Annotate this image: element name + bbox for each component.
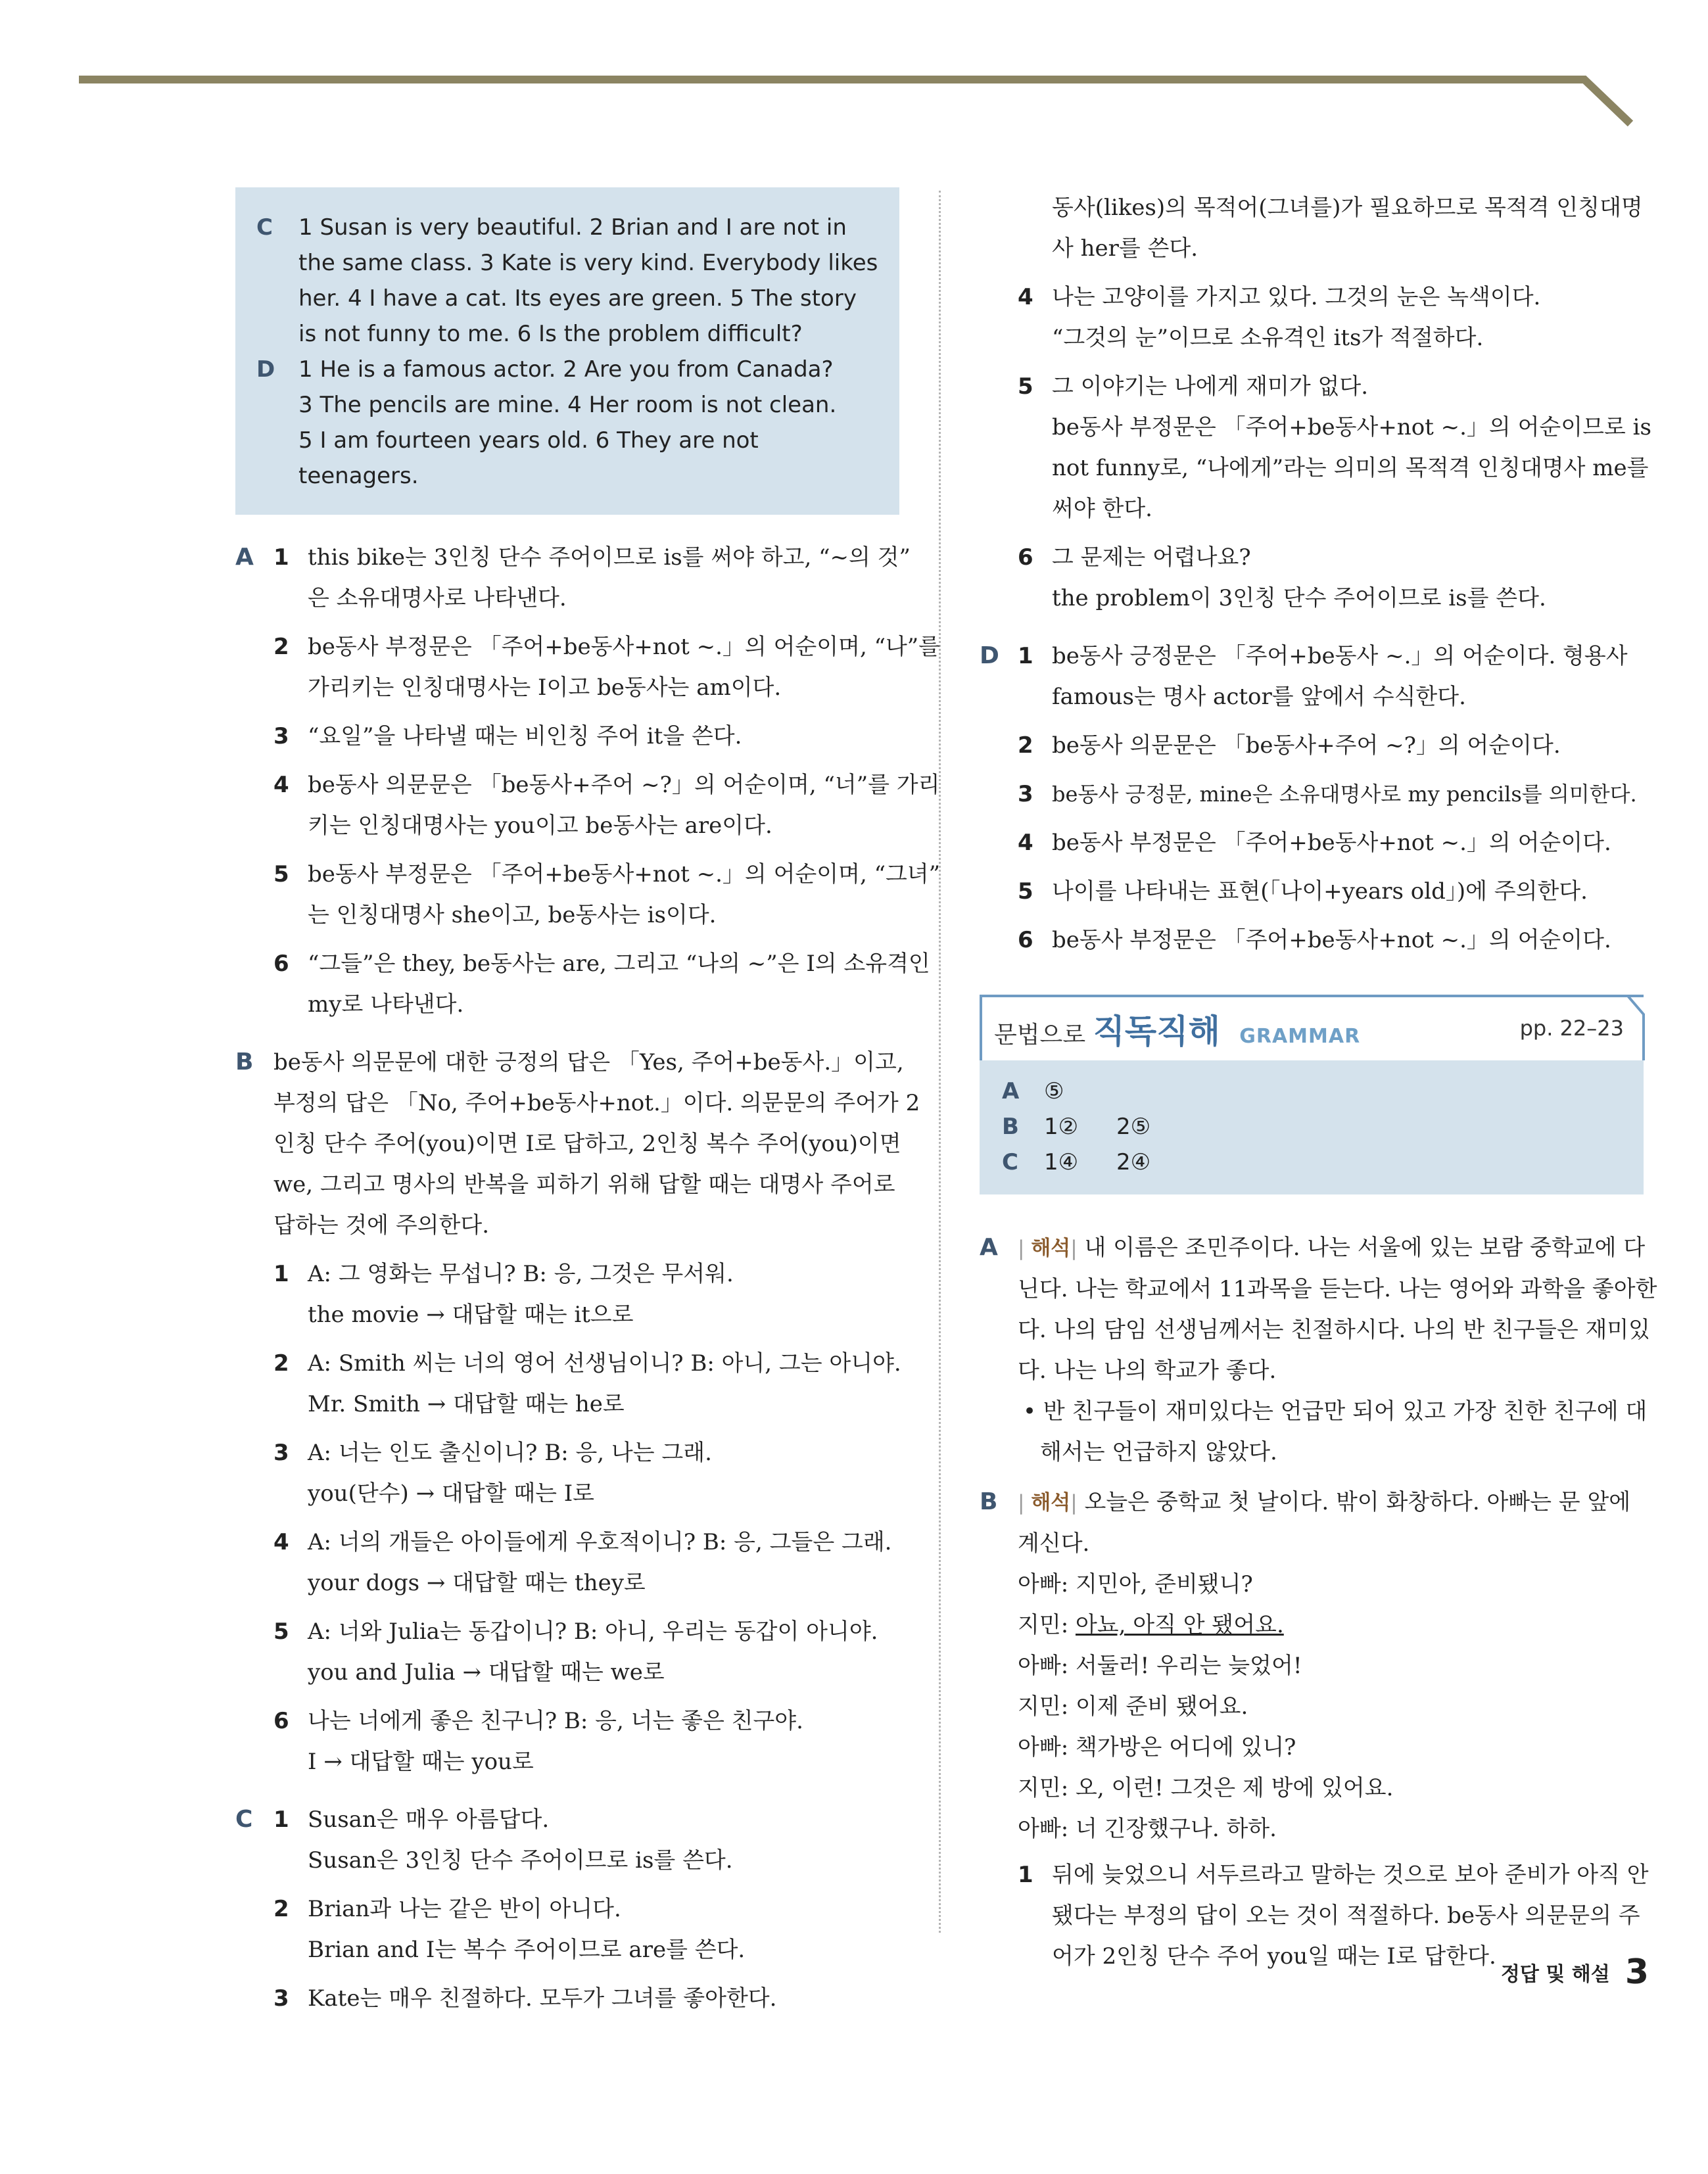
explanation-item — [273, 1701, 920, 1782]
grammar-answer-box — [980, 995, 1644, 1194]
item-number: 2 — [273, 1896, 289, 1922]
dialog-line: 아빠: 지민아, 준비됐니? — [1018, 1571, 1253, 1597]
grammar-box-title — [994, 1005, 1360, 1052]
answer: 1④ — [1044, 1149, 1079, 1175]
item-number: 3 — [273, 1440, 289, 1466]
section-letter: B — [235, 1049, 254, 1075]
text-line: 부정의 답은 「No, 주어+be동사+not.」이다. 의문문의 주어가 2 — [273, 1090, 920, 1116]
answer: 2④ — [1116, 1149, 1151, 1175]
text-line: 동사(likes)의 목적어(그녀를)가 필요하므로 목적격 인칭대명 — [1052, 195, 1643, 221]
answer: 2⑤ — [1116, 1114, 1151, 1140]
answer: 1② — [1044, 1114, 1079, 1140]
item-number: 3 — [1018, 781, 1033, 807]
item-number: 6 — [1018, 544, 1033, 571]
explanation-section-d — [980, 636, 1644, 968]
text-line: 내 이름은 조민주이다. 나는 서울에 있는 보람 중학교에 다 — [1084, 1235, 1646, 1261]
item-number: 6 — [273, 951, 289, 977]
text-line: Mr. Smith → 대답할 때는 he로 — [308, 1391, 625, 1417]
text-line: 써야 한다. — [1052, 496, 1152, 522]
text-line: 다. 나는 나의 학교가 좋다. — [1018, 1358, 1277, 1384]
right-column — [980, 187, 1657, 1994]
text-line: you and Julia → 대답할 때는 we로 — [308, 1659, 665, 1686]
section-intro — [273, 1042, 920, 1246]
text-line: 됐다는 부정의 답이 오는 것이 적절하다. be동사 의문문의 주 — [1052, 1902, 1640, 1929]
item-number: 1 — [273, 544, 289, 571]
text-line: A: Smith 씨는 너의 영어 선생님이니? B: 아니, 그는 아니야. — [308, 1350, 901, 1377]
explanation-item — [1018, 537, 1651, 619]
translation-section-a — [980, 1227, 1657, 1473]
dialog-line: 아빠: 서둘러! 우리는 늦었어! — [1018, 1653, 1302, 1679]
answer-line: the same class. 3 Kate is very kind. Everybody likes — [298, 250, 878, 276]
text-line: I → 대답할 때는 you로 — [308, 1749, 534, 1775]
text-line: Brian and I는 복수 주어이므로 are를 쓴다. — [308, 1937, 746, 1963]
text-line: Brian과 나는 같은 반이 아니다. — [308, 1896, 621, 1922]
explanation-item — [273, 854, 940, 935]
section-letter: D — [256, 356, 275, 383]
text-line: be동사 긍정문, mine은 소유대명사로 my pencils를 의미한다. — [1052, 782, 1637, 807]
text-line: famous는 명사 actor를 앞에서 수식한다. — [1052, 684, 1466, 710]
grammar-box-header — [980, 995, 1644, 1060]
answer-line: 3 The pencils are mine. 4 Her room is not clean. — [298, 392, 837, 418]
text-line: “그것의 눈”이므로 소유격인 its가 적절하다. — [1052, 325, 1484, 351]
page-number: 3 — [1625, 1952, 1649, 1992]
explanation-section-b — [235, 1042, 920, 1790]
text-line: 닌다. 나는 학교에서 11과목을 듣는다. 나는 영어와 과학을 좋아한 — [1018, 1276, 1657, 1302]
answer-line: 5 I am fourteen years old. 6 They are not teenagers. — [298, 427, 759, 489]
item-number: 6 — [1018, 927, 1033, 953]
column-divider — [939, 191, 941, 1933]
text-line: not funny로, “나에게”라는 의미의 목적격 인칭대명사 me를 — [1052, 455, 1649, 481]
section-letter: C — [235, 1806, 253, 1833]
item-number: 1 — [273, 1807, 289, 1833]
explanation-item — [1018, 187, 1651, 269]
left-column — [235, 187, 941, 2036]
text-line: 계신다. — [1018, 1530, 1090, 1557]
text-line: be동사 부정문은 「주어+be동사+not ~.」의 어순이므로 is — [1052, 414, 1651, 440]
explanation-item — [1018, 725, 1644, 766]
section-letter: D — [980, 642, 999, 669]
header-decoration — [0, 0, 1708, 171]
explanation-section-c-continued — [980, 187, 1651, 626]
text-line: be동사 의문문에 대한 긍정의 답은 「Yes, 주어+be동사.」이고, — [273, 1049, 904, 1075]
answer-line: 1 He is a famous actor. 2 Are you from Canada? — [298, 356, 834, 383]
text-line: be동사 부정문은 「주어+be동사+not ~.」의 어순이다. — [1052, 927, 1611, 953]
footer-label: 정답 및 해설 — [1500, 1963, 1610, 1986]
answer: ⑤ — [1044, 1078, 1064, 1104]
text-line: be동사 부정문은 「주어+be동사+not ~.」의 어순이며, “그녀” — [308, 861, 941, 887]
text-line: 어가 2인칭 단수 주어 you일 때는 I로 답한다. — [1052, 1943, 1496, 1970]
answer-row — [1002, 1109, 1621, 1145]
text-line: 나는 고양이를 가지고 있다. 그것의 눈은 녹색이다. — [1052, 284, 1541, 310]
text-line: 가리키는 인칭대명사는 I이고 be동사는 am이다. — [308, 674, 782, 701]
section-letter: C — [256, 214, 273, 241]
explanation-item — [1018, 822, 1644, 863]
text-line: this bike는 3인칭 단수 주어이므로 is를 써야 하고, “~의 것” — [308, 544, 911, 571]
explanation-item — [273, 1799, 899, 1881]
explanation-item — [273, 1611, 920, 1693]
section-letter: B — [980, 1488, 998, 1515]
explanation-item — [273, 1889, 899, 1970]
bullet-note: 해서는 언급하지 않았다. — [1040, 1439, 1277, 1465]
bullet-note: • 반 친구들이 재미있다는 언급만 되어 있고 가장 친한 친구에 대 — [1023, 1398, 1648, 1425]
item-number: 5 — [273, 1619, 289, 1645]
text-line: be동사 의문문은 「be동사+주어 ~?」의 어순이며, “너”를 가리 — [308, 772, 940, 798]
explanation-item — [273, 1254, 920, 1335]
page-footer — [1501, 1952, 1649, 1992]
answer-box — [235, 187, 899, 515]
text-line: A: 너는 인도 출신이니? B: 응, 나는 그래. — [308, 1440, 712, 1466]
text-line: “그들”은 they, be동사는 are, 그리고 “나의 ~”은 I의 소유격인 — [308, 951, 930, 977]
answer-line: her. 4 I have a cat. Its eyes are green. 5 The story — [298, 285, 857, 312]
item-number: 2 — [273, 634, 289, 660]
translation-tag: | 해석| — [1018, 1237, 1078, 1260]
text-line: Susan은 3인칭 단수 주어이므로 is를 쓴다. — [308, 1847, 733, 1874]
text-line: be동사 부정문은 「주어+be동사+not ~.」의 어순이며, “나”를 — [308, 634, 941, 660]
text-line: A: 너와 Julia는 동갑이니? B: 아니, 우리는 동갑이 아니야. — [308, 1619, 878, 1645]
item-number: 3 — [273, 1985, 289, 2012]
text-line: 나이를 나타내는 표현(「나이+years old」)에 주의한다. — [1052, 878, 1588, 905]
dialog-line: 지민: 오, 이런! 그것은 제 방에 있어요. — [1018, 1775, 1394, 1801]
text-line: 는 인칭대명사 she이고, be동사는 is이다. — [308, 902, 717, 928]
item-number: 4 — [273, 1529, 289, 1555]
item-number: 4 — [273, 772, 289, 798]
item-number: 1 — [273, 1261, 289, 1287]
explanation-item — [1018, 636, 1644, 717]
explanation-item — [273, 943, 940, 1025]
item-number: 4 — [1018, 284, 1033, 310]
explanation-section-a — [235, 537, 941, 1033]
explanation-item — [273, 1343, 920, 1425]
text-line: be동사 긍정문은 「주어+be동사 ~.」의 어순이다. 형용사 — [1052, 643, 1628, 669]
text-line: 오늘은 중학교 첫 날이다. 밖이 화창하다. 아빠는 문 앞에 — [1084, 1489, 1631, 1515]
explanation-item — [273, 1978, 899, 2019]
explanation-item — [273, 765, 940, 846]
dialog-line: 지민: 아뇨, 아직 안 됐어요. — [1018, 1612, 1284, 1638]
answer-row — [1002, 1074, 1621, 1109]
grammar-box-answers — [980, 1060, 1644, 1194]
text-line: 은 소유대명사로 나타낸다. — [308, 585, 567, 611]
explanation-item — [1018, 366, 1651, 529]
text-line: be동사 의문문은 「be동사+주어 ~?」의 어순이다. — [1052, 732, 1561, 759]
text-line: 다. 나의 담임 선생님께서는 친절하시다. 나의 반 친구들은 재미있 — [1018, 1317, 1651, 1343]
translation-tag: | 해석| — [1018, 1491, 1078, 1515]
explanation-item — [273, 537, 940, 619]
dialog-line: 지민: 이제 준비 됐어요. — [1018, 1693, 1248, 1720]
text-line: Susan은 매우 아름답다. — [308, 1807, 550, 1833]
item-number: 4 — [1018, 830, 1033, 856]
text-line: your dogs → 대답할 때는 they로 — [308, 1570, 646, 1596]
dialog-line: 아빠: 책가방은 어디에 있니? — [1018, 1734, 1296, 1760]
section-letter: A — [235, 544, 254, 571]
title-eng: GRAMMAR — [1239, 1025, 1361, 1048]
text-line: the movie → 대답할 때는 it으로 — [308, 1302, 634, 1328]
row-label: A — [1002, 1078, 1020, 1104]
explanation-item — [1018, 277, 1651, 358]
explanation-item — [273, 716, 940, 757]
item-number: 1 — [1018, 1862, 1033, 1888]
explanation-item — [273, 626, 940, 708]
text-line: 인칭 단수 주어(you)이면 I로 답하고, 2인칭 복수 주어(you)이면 — [273, 1131, 901, 1157]
text-line: “요일”을 나타낼 때는 비인칭 주어 it을 쓴다. — [308, 723, 742, 749]
answer-row — [1002, 1145, 1621, 1180]
title-main: 직독직해 — [1093, 1012, 1220, 1051]
text-line: be동사 부정문은 「주어+be동사+not ~.」의 어순이다. — [1052, 830, 1611, 856]
answer-box-c — [256, 210, 878, 352]
text-line: Kate는 매우 친절하다. 모두가 그녀를 좋아한다. — [308, 1985, 777, 2012]
row-label: C — [1002, 1149, 1018, 1175]
explanation-section-c — [235, 1799, 899, 2027]
item-number: 1 — [1018, 643, 1033, 669]
item-number: 5 — [1018, 878, 1033, 905]
item-number: 2 — [1018, 732, 1033, 759]
text-line: 나는 너에게 좋은 친구니? B: 응, 너는 좋은 친구야. — [308, 1708, 803, 1734]
text-line: 뒤에 늦었으니 서두르라고 말하는 것으로 보아 준비가 아직 안 — [1052, 1862, 1649, 1888]
title-prefix: 문법으로 — [994, 1022, 1086, 1049]
explanation-item — [1018, 774, 1644, 815]
text-line: 그 이야기는 나에게 재미가 없다. — [1052, 373, 1369, 400]
text-line: 그 문제는 어렵나요? — [1052, 544, 1251, 571]
text-line: A: 너의 개들은 아이들에게 우호적이니? B: 응, 그들은 그래. — [308, 1529, 892, 1555]
dialog-line: 아빠: 너 긴장했구나. 하하. — [1018, 1816, 1277, 1842]
answer-line: is not funny to me. 6 Is the problem difficult? — [298, 321, 803, 347]
explanation-item — [1018, 920, 1644, 960]
answer-line: 1 Susan is very beautiful. 2 Brian and I are not in — [298, 214, 847, 241]
item-number: 6 — [273, 1708, 289, 1734]
text-line: my로 나타낸다. — [308, 991, 464, 1018]
item-number: 5 — [273, 861, 289, 887]
page-range: pp. 22–23 — [1519, 1016, 1624, 1041]
item-number: 2 — [273, 1350, 289, 1377]
explanation-item — [273, 1522, 920, 1603]
section-letter: A — [980, 1234, 998, 1261]
item-number: 3 — [273, 723, 289, 749]
text-line: we, 그리고 명사의 반복을 피하기 위해 답할 때는 대명사 주어로 — [273, 1171, 895, 1198]
text-line: A: 그 영화는 무섭니? B: 응, 그것은 무서워. — [308, 1261, 734, 1287]
translation-section-b — [980, 1482, 1649, 1985]
item-number: 5 — [1018, 373, 1033, 400]
text-line: 사 her를 쓴다. — [1052, 235, 1198, 262]
explanation-item — [273, 1432, 920, 1514]
text-line: 키는 인칭대명사는 you이고 be동사는 are이다. — [308, 813, 772, 839]
row-label: B — [1002, 1114, 1019, 1140]
explanation-item — [1018, 871, 1644, 912]
text-line: 답하는 것에 주의한다. — [273, 1212, 490, 1239]
text-line: the problem이 3인칭 단수 주어이므로 is를 쓴다. — [1052, 585, 1546, 611]
corner-decoration — [1619, 995, 1645, 1060]
text-line: you(단수) → 대답할 때는 I로 — [308, 1480, 595, 1507]
answer-box-d — [256, 352, 878, 494]
